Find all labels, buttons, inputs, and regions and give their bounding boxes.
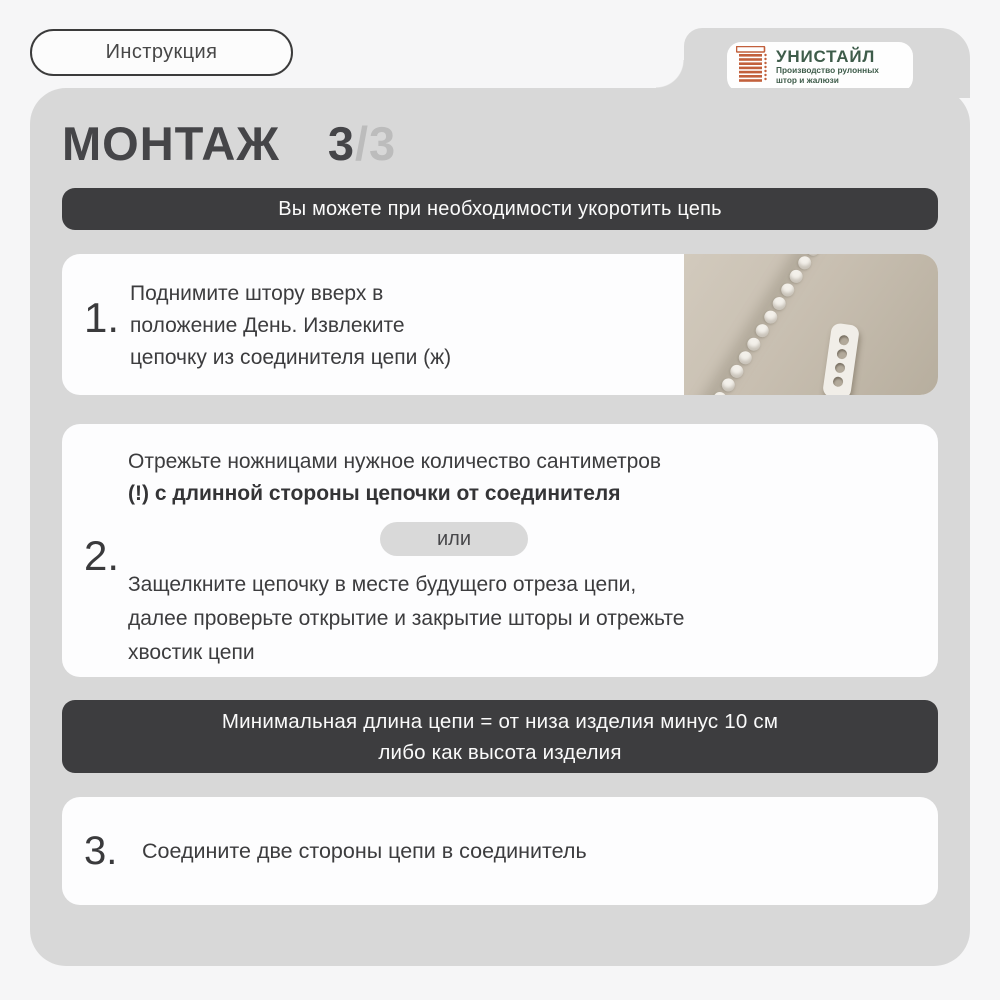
brand-logo	[727, 42, 913, 92]
step-2-para1-bold: (!) с длинной стороны цепочки от соединителя	[128, 482, 621, 505]
step-1-card	[62, 254, 938, 395]
brand-tagline-line1: Производство рулонных	[776, 64, 879, 75]
step-2-card	[62, 424, 938, 677]
step-2-para2-line-1: Защелкните цепочку в месте будущего отреза цепи,	[128, 573, 637, 596]
brand-tagline-line2: штор и жалюзи	[776, 74, 839, 85]
chain-photo	[684, 254, 938, 395]
tab-fillet	[656, 60, 685, 89]
step-1-line-3: цепочку из соединителя цепи (ж)	[130, 346, 452, 369]
step-3-text: Соедините две стороны цепи в соединитель	[142, 838, 587, 863]
bottom-banner	[62, 700, 938, 773]
step-3-card	[62, 797, 938, 905]
step-2-para2	[128, 568, 780, 670]
or-badge: или	[380, 522, 528, 556]
bottom-banner-line-1: Минимальная длина цепи = от низа изделия минус 10 см	[221, 709, 779, 733]
page-title	[62, 116, 396, 171]
step-3-number: 3.	[84, 828, 118, 873]
brand-name: УНИСТАЙЛ	[776, 47, 876, 67]
top-banner	[62, 188, 938, 230]
bottom-banner-line-2: либо как высота изделия	[378, 740, 622, 764]
step-2-number: 2.	[84, 532, 120, 579]
step-2-para1-regular: Отрежьте ножницами нужное количество сантиметров	[128, 450, 662, 473]
content-card	[30, 88, 970, 966]
bead-chain	[694, 254, 822, 395]
top-banner-text: Вы можете при необходимости укоротить цепь	[278, 197, 722, 220]
instruction-button[interactable]: Инструкция	[30, 29, 293, 76]
step-1-line-2: положение День. Извлеките	[130, 314, 405, 337]
chain-connector	[822, 322, 860, 395]
step-2-para2-line-3: хвостик цепи	[128, 641, 255, 664]
step-2-para2-line-2: далее проверьте открытие и закрытие шторы и отрежьте	[128, 607, 685, 630]
page-counter-current: 3	[327, 117, 355, 170]
page-counter-total: /3	[354, 117, 397, 170]
step-1-number: 1.	[84, 294, 120, 341]
blinds-icon	[736, 46, 769, 89]
step-1-text	[130, 278, 451, 374]
page-title-text: МОНТАЖ	[62, 117, 280, 170]
step-1-line-1: Поднимите штору вверх в	[130, 282, 384, 305]
page-counter	[328, 116, 396, 171]
